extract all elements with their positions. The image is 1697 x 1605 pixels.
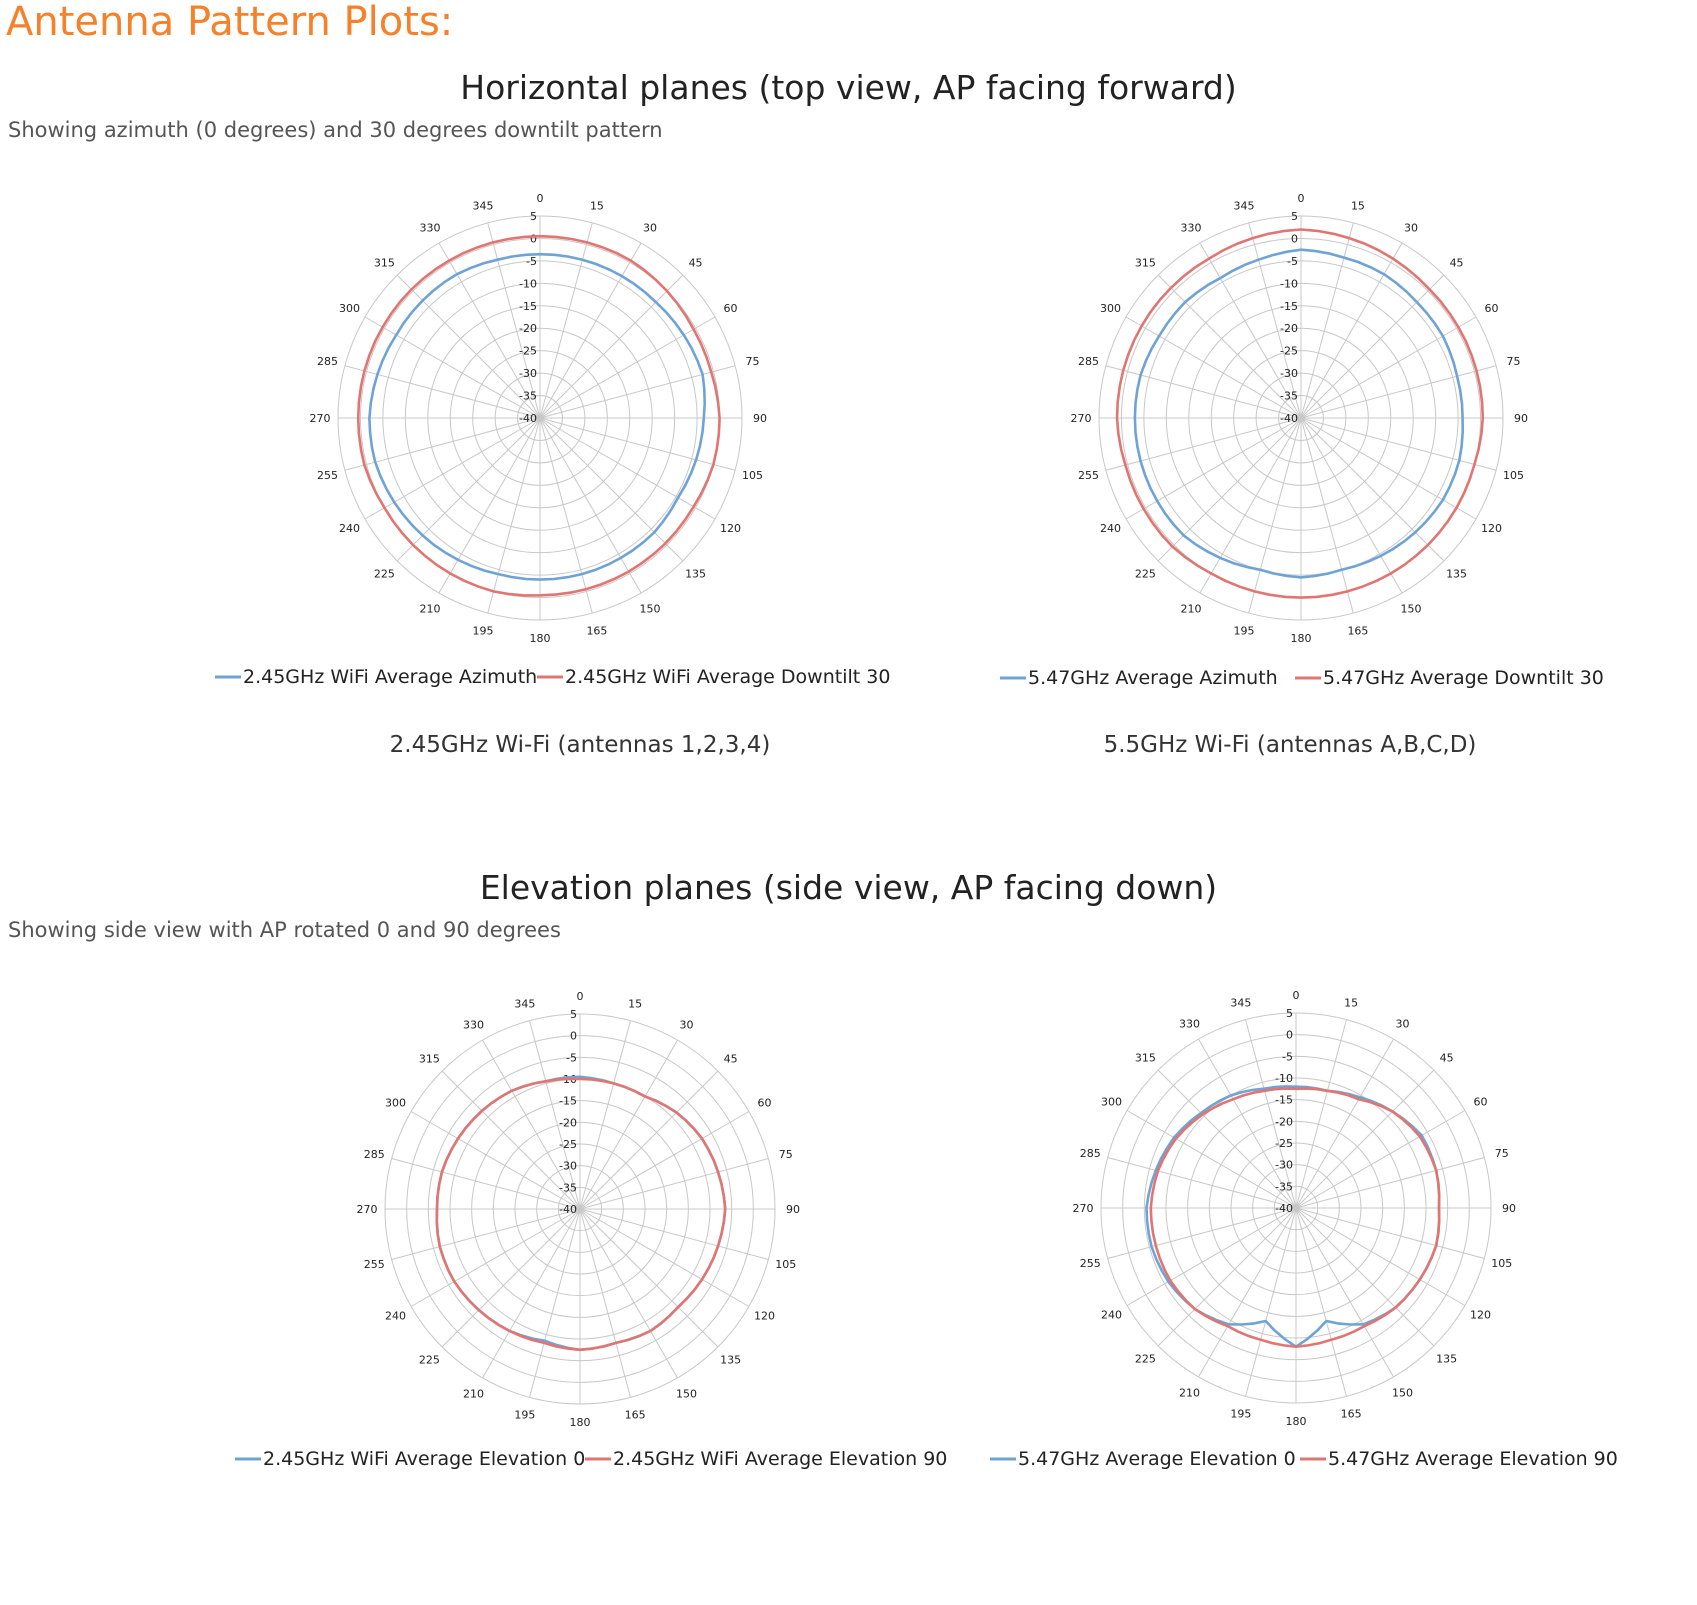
angle-tick-label: 270 bbox=[309, 412, 331, 425]
grid-spoke bbox=[540, 418, 683, 561]
radial-tick-label: -40 bbox=[1280, 412, 1298, 425]
grid-spoke bbox=[540, 275, 683, 418]
radial-tick-label: 5 bbox=[1291, 210, 1298, 223]
angle-tick-label: 75 bbox=[1494, 1146, 1509, 1160]
radial-tick-label: -40 bbox=[519, 412, 537, 425]
polar-chart-5g-horizontal bbox=[955, 168, 1655, 708]
angle-tick-label: 0 bbox=[536, 192, 544, 205]
angle-tick-label: 315 bbox=[1134, 256, 1156, 270]
angle-tick-label: 225 bbox=[1134, 1352, 1156, 1366]
legend-label: 5.47GHz Average Azimuth bbox=[1028, 667, 1278, 689]
radial-tick-label: -20 bbox=[1275, 1115, 1293, 1129]
grid-spoke bbox=[1296, 1208, 1484, 1258]
angle-tick-label: 60 bbox=[1473, 1095, 1488, 1109]
elevation-section-title: Elevation planes (side view, AP facing down) bbox=[479, 868, 1218, 907]
angle-tick-label: 120 bbox=[1469, 1308, 1491, 1322]
angle-tick-label: 45 bbox=[1449, 256, 1464, 270]
grid-spoke bbox=[1301, 275, 1444, 418]
angle-tick-label: 90 bbox=[753, 412, 767, 425]
horizontal-section-title: Horizontal planes (top view, AP facing forward) bbox=[460, 68, 1237, 107]
angle-tick-label: 270 bbox=[1070, 412, 1092, 425]
angle-tick-label: 0 bbox=[1297, 192, 1305, 205]
angle-tick-label: 255 bbox=[363, 1258, 385, 1272]
angle-tick-label: 165 bbox=[1347, 624, 1369, 638]
angle-tick-label: 330 bbox=[1179, 1017, 1200, 1031]
elevation-section-subtitle: Showing side view with AP rotated 0 and 90 degrees bbox=[8, 918, 561, 942]
angle-tick-label: 105 bbox=[1491, 1257, 1513, 1271]
polar-chart-2g-horizontal bbox=[243, 168, 900, 708]
radial-tick-label: -5 bbox=[1287, 254, 1298, 268]
angle-tick-label: 165 bbox=[1340, 1407, 1362, 1421]
radial-tick-label: -25 bbox=[559, 1138, 577, 1151]
angle-tick-label: 210 bbox=[1180, 602, 1202, 616]
radial-tick-label: -5 bbox=[526, 254, 537, 268]
radial-tick-label: -30 bbox=[519, 367, 537, 381]
radial-tick-label: -5 bbox=[566, 1051, 577, 1065]
radial-tick-label: -35 bbox=[1280, 389, 1298, 403]
angle-tick-label: 345 bbox=[514, 997, 536, 1011]
angle-tick-label: 240 bbox=[338, 522, 360, 535]
grid-spoke bbox=[442, 1209, 580, 1347]
angle-tick-label: 180 bbox=[1285, 1415, 1307, 1428]
angle-tick-label: 285 bbox=[1079, 1146, 1101, 1160]
angle-tick-label: 240 bbox=[1101, 1308, 1123, 1322]
angle-tick-label: 330 bbox=[463, 1018, 484, 1032]
angle-tick-label: 75 bbox=[1506, 355, 1521, 369]
angle-tick-label: 150 bbox=[676, 1387, 697, 1401]
legend-label: 2.45GHz WiFi Average Azimuth bbox=[243, 666, 538, 688]
angle-tick-label: 150 bbox=[1392, 1386, 1413, 1400]
angle-tick-label: 225 bbox=[373, 567, 395, 581]
grid-spoke bbox=[580, 1209, 718, 1347]
angle-tick-label: 75 bbox=[778, 1147, 793, 1161]
angle-tick-label: 300 bbox=[338, 302, 360, 315]
angle-tick-label: 180 bbox=[529, 632, 551, 645]
angle-tick-label: 0 bbox=[1292, 989, 1300, 1002]
legend-label: 2.45GHz WiFi Average Elevation 90 bbox=[613, 1448, 948, 1470]
angle-tick-label: 15 bbox=[628, 997, 643, 1011]
radial-tick-label: -40 bbox=[559, 1203, 577, 1216]
caption-2g: 2.45GHz Wi-Fi (antennas 1,2,3,4) bbox=[389, 732, 771, 758]
radial-tick-label: -35 bbox=[519, 389, 537, 403]
angle-tick-label: 180 bbox=[569, 1416, 591, 1429]
legend-label: 5.47GHz Average Downtilt 30 bbox=[1323, 667, 1604, 689]
grid-spoke bbox=[1296, 1070, 1434, 1208]
angle-tick-label: 60 bbox=[723, 302, 738, 315]
grid-spoke bbox=[1301, 418, 1496, 470]
angle-tick-label: 165 bbox=[624, 1408, 646, 1422]
radial-tick-label: -35 bbox=[559, 1181, 577, 1195]
grid-spoke bbox=[580, 1209, 768, 1259]
angle-tick-label: 15 bbox=[589, 199, 604, 213]
angle-tick-label: 135 bbox=[1436, 1352, 1458, 1366]
radial-tick-label: 0 bbox=[1286, 1028, 1293, 1042]
angle-tick-label: 255 bbox=[316, 468, 338, 482]
angle-tick-label: 285 bbox=[316, 355, 338, 369]
angle-tick-label: 75 bbox=[745, 355, 760, 369]
radial-tick-label: -10 bbox=[519, 277, 537, 291]
angle-tick-label: 0 bbox=[576, 990, 584, 1003]
legend-label: 2.45GHz WiFi Average Downtilt 30 bbox=[565, 666, 891, 688]
angle-tick-label: 330 bbox=[1180, 221, 1202, 235]
angle-tick-label: 210 bbox=[1179, 1386, 1200, 1400]
angle-tick-label: 105 bbox=[1503, 468, 1525, 482]
angle-tick-label: 120 bbox=[1481, 522, 1503, 535]
angle-tick-label: 285 bbox=[363, 1147, 385, 1161]
radial-tick-label: -15 bbox=[1275, 1093, 1293, 1107]
angle-tick-label: 195 bbox=[1233, 624, 1255, 638]
angle-tick-label: 180 bbox=[1290, 632, 1312, 645]
radial-tick-label: -15 bbox=[519, 299, 537, 313]
angle-tick-label: 150 bbox=[639, 602, 661, 616]
radial-tick-label: -20 bbox=[559, 1116, 577, 1130]
angle-tick-label: 165 bbox=[586, 624, 608, 638]
angle-tick-label: 60 bbox=[757, 1096, 772, 1110]
grid-spoke bbox=[488, 418, 540, 613]
angle-tick-label: 45 bbox=[1439, 1051, 1454, 1065]
angle-tick-label: 135 bbox=[1446, 567, 1468, 581]
radial-tick-label: -5 bbox=[1282, 1050, 1293, 1064]
grid-spoke bbox=[1296, 1158, 1484, 1208]
radial-tick-label: -10 bbox=[1280, 277, 1298, 291]
angle-tick-label: 240 bbox=[1099, 522, 1121, 535]
legend-label: 2.45GHz WiFi Average Elevation 0 bbox=[263, 1448, 586, 1470]
grid-spoke bbox=[580, 1209, 630, 1397]
radial-tick-label: -30 bbox=[1275, 1158, 1293, 1172]
grid-spoke bbox=[392, 1209, 580, 1259]
angle-tick-label: 105 bbox=[742, 468, 764, 482]
angle-tick-label: 225 bbox=[418, 1353, 440, 1367]
angle-tick-label: 135 bbox=[720, 1353, 742, 1367]
radial-tick-label: -30 bbox=[1280, 367, 1298, 381]
radial-tick-label: 0 bbox=[1291, 232, 1298, 246]
radial-tick-label: -25 bbox=[1275, 1137, 1293, 1150]
grid-spoke bbox=[1301, 418, 1353, 613]
angle-tick-label: 210 bbox=[463, 1387, 484, 1401]
angle-tick-label: 195 bbox=[472, 624, 494, 638]
page-heading: Antenna Pattern Plots: bbox=[6, 0, 454, 45]
grid-spoke bbox=[530, 1209, 580, 1397]
grid-spoke bbox=[580, 1071, 718, 1209]
angle-tick-label: 270 bbox=[1072, 1202, 1094, 1215]
grid-spoke bbox=[1249, 418, 1301, 613]
angle-tick-label: 345 bbox=[472, 199, 494, 213]
angle-tick-label: 315 bbox=[1134, 1051, 1156, 1065]
radial-tick-label: -40 bbox=[1275, 1202, 1293, 1215]
angle-tick-label: 150 bbox=[1400, 602, 1422, 616]
grid-spoke bbox=[580, 1021, 630, 1209]
caption-5g: 5.5GHz Wi-Fi (antennas A,B,C,D) bbox=[1103, 732, 1477, 758]
grid-spoke bbox=[1301, 366, 1496, 418]
angle-tick-label: 345 bbox=[1230, 996, 1252, 1010]
angle-tick-label: 300 bbox=[1099, 302, 1121, 315]
grid-spoke bbox=[540, 418, 592, 613]
grid-spoke bbox=[540, 223, 592, 418]
radial-tick-label: -20 bbox=[519, 322, 537, 336]
radial-tick-label: 5 bbox=[570, 1008, 577, 1021]
angle-tick-label: 315 bbox=[373, 256, 395, 270]
radial-tick-label: 5 bbox=[1286, 1007, 1293, 1020]
angle-tick-label: 195 bbox=[1230, 1407, 1252, 1421]
angle-tick-label: 90 bbox=[1502, 1202, 1516, 1215]
polar-chart-5g-elevation bbox=[960, 965, 1660, 1605]
grid-spoke bbox=[1296, 1208, 1346, 1396]
angle-tick-label: 15 bbox=[1344, 996, 1359, 1010]
legend-label: 5.47GHz Average Elevation 0 bbox=[1018, 1448, 1296, 1470]
angle-tick-label: 30 bbox=[1395, 1017, 1410, 1031]
angle-tick-label: 255 bbox=[1079, 1257, 1101, 1271]
angle-tick-label: 195 bbox=[514, 1408, 536, 1422]
grid-spoke bbox=[580, 1159, 768, 1209]
radial-tick-label: -25 bbox=[519, 344, 537, 358]
angle-tick-label: 30 bbox=[679, 1018, 694, 1032]
radial-tick-label: 0 bbox=[570, 1029, 577, 1043]
angle-tick-label: 225 bbox=[1134, 567, 1156, 581]
grid-spoke bbox=[540, 418, 735, 470]
angle-tick-label: 135 bbox=[685, 567, 707, 581]
polar-chart-2g-elevation bbox=[225, 965, 948, 1605]
grid-spoke bbox=[1246, 1208, 1296, 1396]
angle-tick-label: 255 bbox=[1077, 468, 1099, 482]
grid-spoke bbox=[392, 1159, 580, 1209]
angle-tick-label: 45 bbox=[723, 1052, 738, 1066]
radial-tick-label: -15 bbox=[1280, 299, 1298, 313]
angle-tick-label: 30 bbox=[1404, 221, 1418, 235]
grid-spoke bbox=[1158, 418, 1301, 561]
radial-tick-label: -10 bbox=[559, 1073, 577, 1086]
angle-tick-label: 285 bbox=[1077, 355, 1099, 369]
grid-spoke bbox=[540, 366, 735, 418]
legend-label: 5.47GHz Average Elevation 90 bbox=[1328, 1448, 1618, 1470]
angle-tick-label: 315 bbox=[418, 1052, 440, 1066]
angle-tick-label: 300 bbox=[1101, 1095, 1123, 1109]
horizontal-section-subtitle: Showing azimuth (0 degrees) and 30 degrees downtilt pattern bbox=[8, 118, 663, 142]
radial-tick-label: -15 bbox=[559, 1094, 577, 1108]
angle-tick-label: 330 bbox=[419, 221, 441, 235]
radial-tick-label: -25 bbox=[1280, 344, 1298, 358]
radial-tick-label: -30 bbox=[559, 1159, 577, 1173]
radial-tick-label: 0 bbox=[530, 232, 537, 246]
angle-tick-label: 210 bbox=[419, 602, 441, 616]
grid-spoke bbox=[1108, 1158, 1296, 1208]
radial-tick-label: -20 bbox=[1280, 322, 1298, 336]
angle-tick-label: 270 bbox=[356, 1203, 378, 1216]
radial-tick-label: -10 bbox=[1275, 1072, 1293, 1085]
angle-tick-label: 120 bbox=[720, 522, 742, 535]
angle-tick-label: 90 bbox=[786, 1203, 800, 1216]
angle-tick-label: 120 bbox=[753, 1309, 775, 1323]
angle-tick-label: 240 bbox=[385, 1309, 407, 1323]
angle-tick-label: 300 bbox=[385, 1096, 407, 1110]
angle-tick-label: 45 bbox=[688, 256, 703, 270]
grid-spoke bbox=[1108, 1208, 1296, 1258]
angle-tick-label: 345 bbox=[1233, 199, 1255, 213]
grid-spoke bbox=[1296, 1020, 1346, 1208]
angle-tick-label: 30 bbox=[643, 221, 657, 235]
angle-tick-label: 60 bbox=[1484, 302, 1499, 315]
angle-tick-label: 15 bbox=[1350, 199, 1365, 213]
radial-tick-label: -35 bbox=[1275, 1180, 1293, 1194]
grid-spoke bbox=[397, 418, 540, 561]
radial-tick-label: 5 bbox=[530, 210, 537, 223]
grid-spoke bbox=[1301, 418, 1444, 561]
angle-tick-label: 90 bbox=[1514, 412, 1528, 425]
angle-tick-label: 105 bbox=[775, 1258, 797, 1272]
